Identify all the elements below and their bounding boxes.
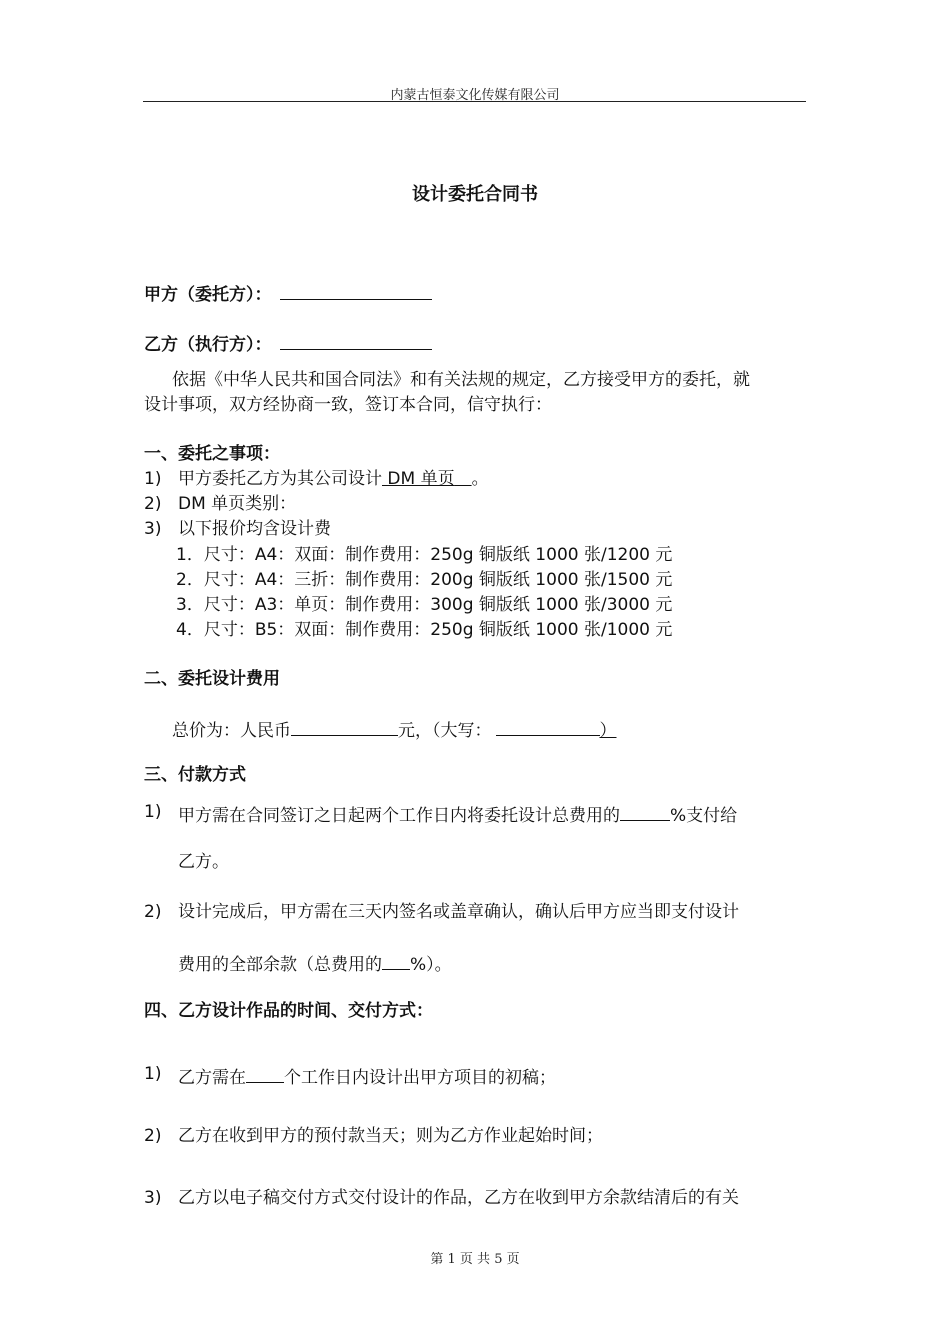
party-a-label: 甲方（委托方）： xyxy=(144,279,432,307)
section-4-heading: 四、乙方设计作品的时间、交付方式： xyxy=(144,1001,433,1021)
price-line-1: 1．尺寸：A4：双面：制作费用：250g 铜版纸 1000 张/1200 元 xyxy=(176,545,673,565)
party-b-label: 乙方（执行方）： xyxy=(144,329,432,357)
price-line-2: 2．尺寸：A4：三折：制作费用：200g 铜版纸 1000 张/1500 元 xyxy=(176,570,673,590)
section-3-item-1-line-2: 乙方。 xyxy=(178,852,229,872)
section-4-item-1-num: 1) xyxy=(144,1064,162,1084)
section-1-item-2-num: 2) xyxy=(144,494,162,514)
intro-line-2: 设计事项，双方经协商一致，签订本合同，信守执行： xyxy=(144,395,552,415)
total-rmb-blank xyxy=(291,715,398,736)
document-title: 设计委托合同书 xyxy=(412,184,538,205)
party-b-blank xyxy=(280,329,432,350)
intro-line-1: 依据《中华人民共和国合同法》和有关法规的规定，乙方接受甲方的委托，就 xyxy=(172,370,750,390)
section-4-item-3-num: 3) xyxy=(144,1188,162,1208)
total-uppercase-blank xyxy=(496,715,600,736)
section-4-item-1: 乙方需在 个工作日内设计出甲方项目的初稿； xyxy=(178,1062,556,1090)
balance-percent-blank xyxy=(382,949,410,970)
section-1-item-3-num: 3) xyxy=(144,519,162,539)
section-1-heading: 一、委托之事项： xyxy=(144,444,280,464)
header-divider xyxy=(143,101,806,102)
section-4-item-3: 乙方以电子稿交付方式交付设计的作品，乙方在收到甲方余款结清后的有关 xyxy=(178,1188,739,1208)
section-3-item-2-line-1: 设计完成后，甲方需在三天内签名或盖章确认，确认后甲方应当即支付设计 xyxy=(178,902,739,922)
section-3-heading: 三、付款方式 xyxy=(144,765,246,785)
section-3-item-1-line-1: 甲方需在合同签订之日起两个工作日内将委托设计总费用的 %支付给 xyxy=(178,800,737,828)
section-1-item-1-num: 1) xyxy=(144,469,162,489)
design-subject-value: DM 单页 xyxy=(382,469,455,489)
section-3-item-2-line-2: 费用的全部余款（总费用的 %）。 xyxy=(178,949,452,977)
section-4-item-2: 乙方在收到甲方的预付款当天；则为乙方作业起始时间； xyxy=(178,1126,603,1146)
advance-percent-blank xyxy=(620,800,670,821)
section-4-item-2-num: 2) xyxy=(144,1126,162,1146)
workdays-blank xyxy=(246,1062,284,1083)
section-1-item-2: DM 单页类别： xyxy=(178,494,297,514)
page-footer: 第 1 页 共 5 页 xyxy=(430,1252,520,1267)
section-1-item-3: 以下报价均含设计费 xyxy=(178,519,331,539)
party-a-blank xyxy=(280,279,432,300)
section-2-heading: 二、委托设计费用 xyxy=(144,669,280,689)
page-header-company: 内蒙古恒泰文化传媒有限公司 xyxy=(390,88,560,103)
section-3-item-2-num: 2) xyxy=(144,902,162,922)
section-3-item-1-num: 1) xyxy=(144,802,162,822)
price-line-4: 4．尺寸：B5：双面：制作费用：250g 铜版纸 1000 张/1000 元 xyxy=(176,620,673,640)
total-price-line: 总价为：人民币 元，（大写： ） xyxy=(172,715,617,743)
section-1-item-1: 甲方委托乙方为其公司设计 DM 单页 。 xyxy=(178,469,489,489)
price-line-3: 3．尺寸：A3：单页：制作费用：300g 铜版纸 1000 张/3000 元 xyxy=(176,595,673,615)
